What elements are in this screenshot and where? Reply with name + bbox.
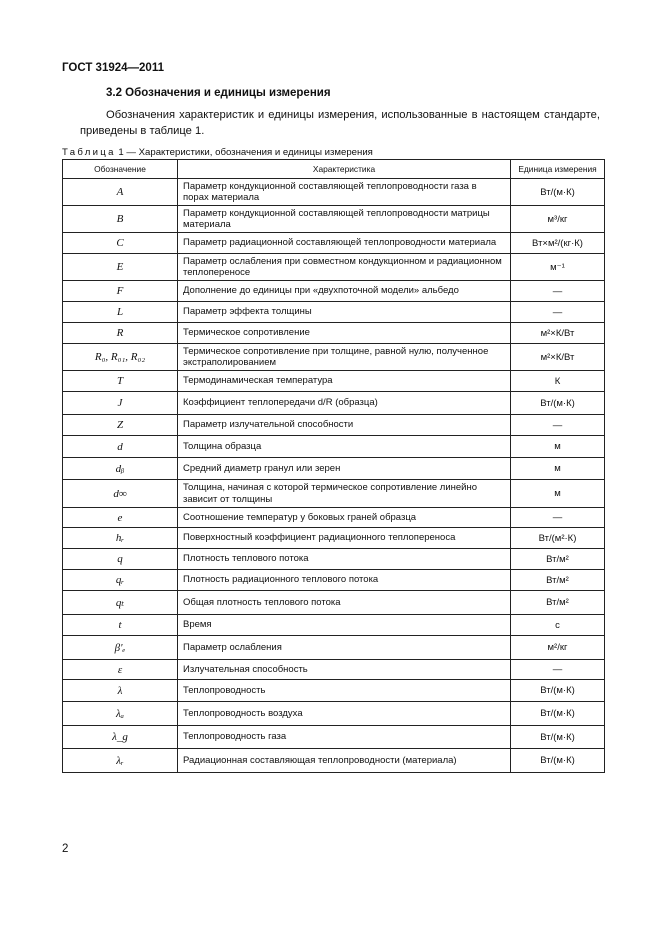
row-characteristic: Поверхностный коэффициент радиационного теплопереноса [178, 528, 511, 549]
table-row [63, 702, 605, 726]
standard-code: ГОСТ 31924—2011 [62, 62, 164, 74]
table-row [63, 660, 605, 680]
row-symbol: e [63, 508, 178, 528]
row-characteristic: Плотность теплового потока [178, 549, 511, 570]
row-characteristic: Общая плотность теплового потока [178, 591, 511, 615]
row-unit: м²×К/Вт [511, 323, 605, 344]
row-unit: — [511, 415, 605, 436]
row-characteristic: Термическое сопротивление [178, 323, 511, 344]
table-caption-label: Таблица [62, 147, 116, 158]
symbols-table [62, 159, 605, 773]
row-unit: Вт/м² [511, 570, 605, 591]
row-symbol: λᵣ [63, 749, 178, 773]
row-characteristic: Излучательная способность [178, 660, 511, 680]
row-symbol: T [63, 371, 178, 392]
row-characteristic: Параметр эффекта толщины [178, 302, 511, 323]
row-characteristic: Радиационная составляющая теплопроводности (материала) [178, 749, 511, 773]
row-unit: — [511, 281, 605, 302]
row-symbol: ε [63, 660, 178, 680]
table-row [63, 371, 605, 392]
row-characteristic: Параметр ослабления [178, 636, 511, 660]
row-symbol: J [63, 392, 178, 415]
row-unit: Вт/(м·К) [511, 680, 605, 702]
table-row [63, 436, 605, 458]
table-row [63, 591, 605, 615]
row-characteristic: Время [178, 615, 511, 636]
row-unit: м²×К/Вт [511, 344, 605, 371]
table-row [63, 615, 605, 636]
row-characteristic: Плотность радиационного теплового потока [178, 570, 511, 591]
table-row [63, 480, 605, 508]
table-row [63, 254, 605, 281]
row-symbol: E [63, 254, 178, 281]
row-unit: Вт/(м·К) [511, 392, 605, 415]
column-header-unit: Единица измерения [511, 160, 605, 179]
row-symbol: hᵣ [63, 528, 178, 549]
row-symbol: qᵣ [63, 570, 178, 591]
row-unit: Вт/(м²·К) [511, 528, 605, 549]
row-characteristic: Теплопроводность газа [178, 726, 511, 749]
row-unit: — [511, 302, 605, 323]
table-row [63, 344, 605, 371]
row-unit: м²/кг [511, 636, 605, 660]
row-characteristic: Термодинамическая температура [178, 371, 511, 392]
table-row [63, 508, 605, 528]
row-symbol: d [63, 436, 178, 458]
row-unit: Вт/(м·К) [511, 749, 605, 773]
row-characteristic: Дополнение до единицы при «двухпоточной модели» альбедо [178, 281, 511, 302]
row-unit: Вт/(м·К) [511, 726, 605, 749]
table-row [63, 680, 605, 702]
table-row [63, 302, 605, 323]
table-row [63, 323, 605, 344]
table-row [63, 415, 605, 436]
row-symbol: L [63, 302, 178, 323]
table-row [63, 233, 605, 254]
table-row [63, 206, 605, 233]
row-unit: Вт/м² [511, 549, 605, 570]
table-row [63, 749, 605, 773]
row-symbol: R₀, R₀₁, R₀₂ [63, 344, 178, 371]
row-symbol: dᵦ [63, 458, 178, 480]
column-header-characteristic: Характеристика [178, 160, 511, 179]
row-unit: Вт×м²/(кг·К) [511, 233, 605, 254]
row-characteristic: Параметр излучательной способности [178, 415, 511, 436]
row-unit: Вт/(м·К) [511, 702, 605, 726]
table-row [63, 392, 605, 415]
row-unit: м [511, 436, 605, 458]
row-characteristic: Термическое сопротивление при толщине, равной нулю, полученное экстраполированием [178, 344, 511, 371]
table-row [63, 528, 605, 549]
row-symbol: R [63, 323, 178, 344]
row-characteristic: Толщина образца [178, 436, 511, 458]
column-header-symbol: Обозначение [63, 160, 178, 179]
row-unit: с [511, 615, 605, 636]
table-row [63, 636, 605, 660]
row-symbol: A [63, 179, 178, 206]
row-unit: м⁻¹ [511, 254, 605, 281]
row-characteristic: Средний диаметр гранул или зерен [178, 458, 511, 480]
row-unit: м³/кг [511, 206, 605, 233]
table-row [63, 179, 605, 206]
table-row [63, 570, 605, 591]
table-row [63, 549, 605, 570]
row-characteristic: Теплопроводность воздуха [178, 702, 511, 726]
table-caption-text: 1 — Характеристики, обозначения и единицы измерения [115, 147, 373, 158]
row-characteristic: Теплопроводность [178, 680, 511, 702]
section-heading: 3.2 Обозначения и единицы измерения [106, 87, 331, 99]
row-unit: — [511, 508, 605, 528]
intro-paragraph: Обозначения характеристик и единицы измерения, использованные в настоящем стандарте, приведены в таблице 1. [80, 109, 600, 137]
row-symbol: B [63, 206, 178, 233]
row-symbol: qₜ [63, 591, 178, 615]
row-symbol: t [63, 615, 178, 636]
row-unit: К [511, 371, 605, 392]
row-unit: — [511, 660, 605, 680]
row-symbol: λ_g [63, 726, 178, 749]
row-characteristic: Параметр кондукционной составляющей теплопроводности матрицы материала [178, 206, 511, 233]
table-body [63, 179, 605, 773]
page-number: 2 [62, 843, 69, 855]
row-unit: м [511, 458, 605, 480]
row-characteristic: Параметр кондукционной составляющей теплопроводности газа в порах материала [178, 179, 511, 206]
row-characteristic: Параметр радиационной составляющей теплопроводности материала [178, 233, 511, 254]
row-symbol: λₐ [63, 702, 178, 726]
row-symbol: λ [63, 680, 178, 702]
row-symbol: q [63, 549, 178, 570]
table-header-row [63, 160, 605, 179]
row-characteristic: Толщина, начиная с которой термическое сопротивление линейно зависит от толщины [178, 480, 511, 508]
row-symbol: Z [63, 415, 178, 436]
table-row [63, 726, 605, 749]
row-characteristic: Параметр ослабления при совместном кондукционном и радиационном теплопереносе [178, 254, 511, 281]
row-symbol: F [63, 281, 178, 302]
row-symbol: β'ₑ [63, 636, 178, 660]
table-caption [62, 147, 373, 158]
row-symbol: d∞ [63, 480, 178, 508]
row-unit: Вт/(м·К) [511, 179, 605, 206]
row-unit: Вт/м² [511, 591, 605, 615]
table-row [63, 281, 605, 302]
table-row [63, 458, 605, 480]
row-characteristic: Коэффициент теплопередачи d/R (образца) [178, 392, 511, 415]
row-unit: м [511, 480, 605, 508]
row-characteristic: Соотношение температур у боковых граней образца [178, 508, 511, 528]
row-symbol: C [63, 233, 178, 254]
